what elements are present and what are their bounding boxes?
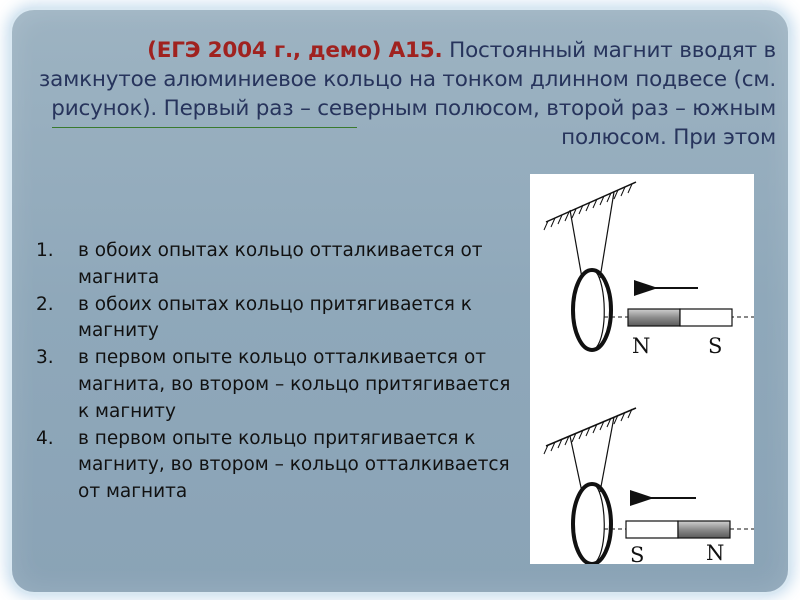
answer-option-1[interactable]	[36, 238, 516, 292]
option-number: 3.	[36, 347, 54, 369]
top-thread-right	[600, 192, 614, 278]
bottom-aluminium-ring	[573, 484, 611, 564]
slide	[12, 10, 788, 592]
bottom-experiment	[544, 408, 754, 564]
option-number: 4.	[36, 427, 54, 449]
slide-title	[36, 36, 776, 152]
answer-option-4[interactable]	[36, 426, 516, 506]
bottom-thread-right	[600, 417, 614, 492]
top-thread-left	[570, 210, 582, 278]
answer-option-2[interactable]	[36, 292, 516, 346]
option-number: 1.	[36, 240, 54, 261]
top-experiment	[544, 182, 754, 358]
bottom-magnet-right-half	[678, 521, 730, 538]
answer-option-3[interactable]	[36, 345, 516, 425]
option-text: в обоих опытах кольцо отталкивается от магнита	[78, 240, 483, 288]
answer-options-list	[36, 238, 516, 506]
top-right-pole-label: S	[708, 334, 723, 358]
bottom-left-pole-label: S	[630, 543, 645, 564]
top-left-pole-label: N	[632, 334, 651, 358]
title-reference: (ЕГЭ 2004 г., демо) А15.	[147, 38, 443, 63]
figure-drawing	[530, 174, 754, 564]
title-divider-line	[52, 127, 357, 128]
bottom-ceiling-hatch	[544, 408, 636, 454]
bottom-ring-inner-edge	[596, 486, 604, 562]
top-magnet-right-half	[680, 309, 732, 326]
bottom-thread-left	[570, 436, 582, 492]
option-text: в первом опыте кольцо притягивается к магниту, во втором – кольцо отталкивается от магнита	[78, 427, 510, 503]
top-ring-inner-edge	[596, 272, 604, 348]
bottom-magnet-left-half	[626, 521, 678, 538]
top-magnet-left-half	[628, 309, 680, 326]
option-text: в первом опыте кольцо отталкивается от магнита, во втором – кольцо притягивается к магниту	[78, 347, 511, 422]
top-ceiling-hatch	[544, 182, 636, 230]
title-text: Постоянный магнит вводят в замкнутое алюминиевое кольцо на тонком длинном подвесе (см. рисунок). Первый раз – северным полюсом, второй раз – южным полюсом. При этом	[38, 38, 776, 150]
option-text: в обоих опытах кольцо притягивается к магниту	[78, 293, 472, 342]
option-number: 2.	[36, 293, 54, 315]
top-aluminium-ring	[573, 270, 611, 350]
magnet-ring-figure	[530, 174, 754, 564]
bottom-right-pole-label: N	[706, 541, 725, 564]
